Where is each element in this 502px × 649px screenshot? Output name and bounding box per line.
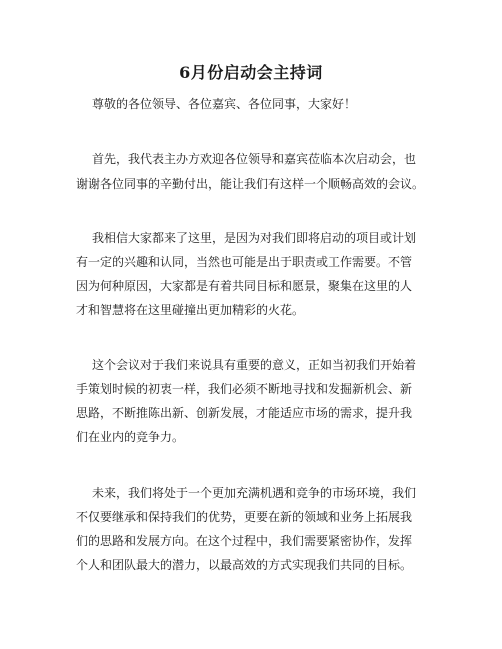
paragraph-2-line-3: 因为何种原因，大家都是有着共同目标和愿景，聚集在这里的人 (76, 279, 413, 293)
paragraph-4-line-3: 们的思路和发展方向。在这个过程中，我们需要紧密协作，发挥 (76, 534, 413, 548)
greeting-line: 尊敬的各位领导、各位嘉宾、各位同事，大家好！ (92, 97, 357, 111)
paragraph-4-line-1: 未来，我们将处于一个更加充满机遇和竞争的市场环境，我们 (92, 486, 417, 500)
paragraph-3-line-3: 思路，不断推陈出新、创新发展，才能适应市场的需求，提升我 (76, 406, 413, 420)
paragraph-3-line-1: 这个会议对于我们来说具有重要的意义，正如当初我们开始着 (92, 358, 417, 372)
document-title: 6月份启动会主持词 (179, 63, 323, 82)
paragraph-3-line-2: 手策划时候的初衷一样，我们必须不断地寻找和发掘新机会、新 (76, 382, 413, 396)
paragraph-4-line-2: 不仅要继承和保持我们的优势，更要在新的领域和业务上拓展我 (76, 510, 413, 524)
paragraph-3-line-4: 们在业内的竞争力。 (76, 430, 185, 444)
paragraph-2-line-1: 我相信大家都来了这里，是因为对我们即将启动的项目或计划 (92, 231, 417, 245)
paragraph-1-line-1: 首先，我代表主办方欢迎各位领导和嘉宾莅临本次启动会，也 (92, 152, 417, 166)
paragraph-2-line-2: 有一定的兴趣和认同，当然也可能是出于职责或工作需要。不管 (76, 255, 413, 269)
paragraph-2-line-4: 才和智慧将在这里碰撞出更加精彩的火花。 (76, 303, 305, 317)
paragraph-1-line-2: 谢谢各位同事的辛勤付出，能让我们有这样一个顺畅高效的会议。 (76, 177, 425, 191)
paragraph-4-line-4: 个人和团队最大的潜力，以最高效的方式实现我们共同的目标。 (76, 558, 413, 572)
